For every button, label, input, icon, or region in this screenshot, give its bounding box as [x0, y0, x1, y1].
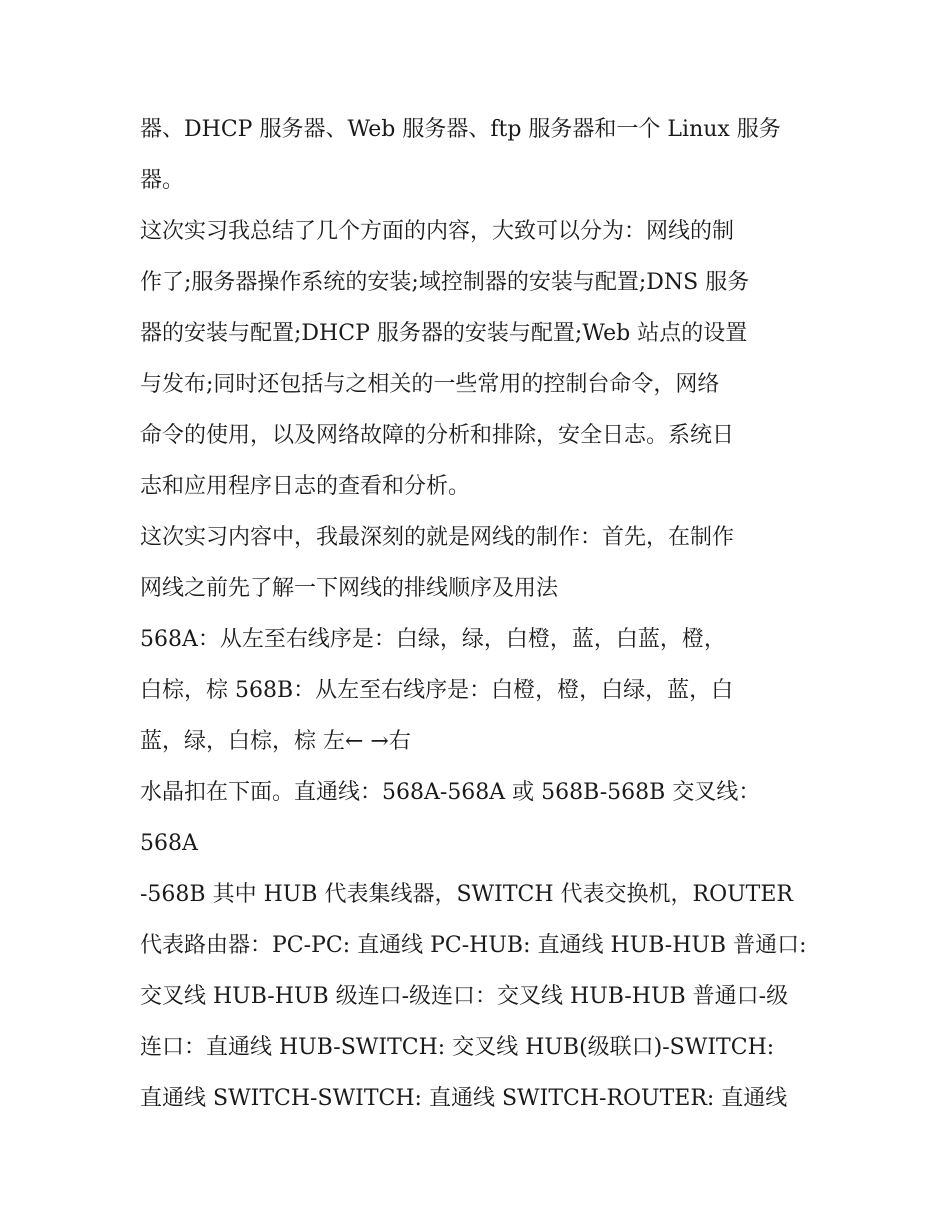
text-line: 直通线 SWITCH-SWITCH: 直通线 SWITCH-ROUTER: 直通线 — [140, 1086, 788, 1111]
text-line: -568B 其中 HUB 代表集线器，SWITCH 代表交换机，ROUTER — [140, 882, 793, 907]
text-line: 命令的使用，以及网络故障的分析和排除，安全日志。系统日 — [140, 423, 735, 448]
text-line: 器、DHCP 服务器、Web 服务器、ftp 服务器和一个 Linux 服务 — [140, 117, 781, 142]
text-line: 器。 — [140, 168, 185, 193]
text-line: 器的安装与配置;DHCP 服务器的安装与配置;Web 站点的设置 — [140, 321, 748, 346]
body-text — [140, 104, 820, 1124]
text-line: 蓝，绿，白棕，棕 左← →右 — [140, 729, 411, 754]
text-line: 代表路由器：PC-PC: 直通线 PC-HUB: 直通线 HUB-HUB 普通口: — [140, 933, 807, 958]
text-line: 连口：直通线 HUB-SWITCH: 交叉线 HUB(级联口)-SWITCH: — [140, 1035, 775, 1060]
text-line: 这次实习内容中，我最深刻的就是网线的制作：首先，在制作 — [140, 525, 735, 550]
text-line: 作了;服务器操作系统的安装;域控制器的安装与配置;DNS 服务 — [140, 270, 750, 295]
text-line: 网线之前先了解一下网线的排线顺序及用法 — [140, 576, 559, 601]
text-line: 白棕，棕 568B：从左至右线序是：白橙，橙，白绿，蓝，白 — [140, 678, 734, 703]
text-line: 568A：从左至右线序是：白绿，绿，白橙，蓝，白蓝，橙， — [140, 627, 726, 652]
text-line: 568A — [140, 831, 198, 856]
text-line: 志和应用程序日志的查看和分析。 — [140, 474, 471, 499]
text-line: 与发布;同时还包括与之相关的一些常用的控制台命令，网络 — [140, 372, 720, 397]
text-line: 水晶扣在下面。直通线：568A-568A 或 568B-568B 交叉线： — [140, 780, 761, 805]
text-line: 交叉线 HUB-HUB 级连口-级连口：交叉线 HUB-HUB 普通口-级 — [140, 984, 789, 1009]
text-line: 这次实习我总结了几个方面的内容，大致可以分为：网线的制 — [140, 219, 735, 244]
